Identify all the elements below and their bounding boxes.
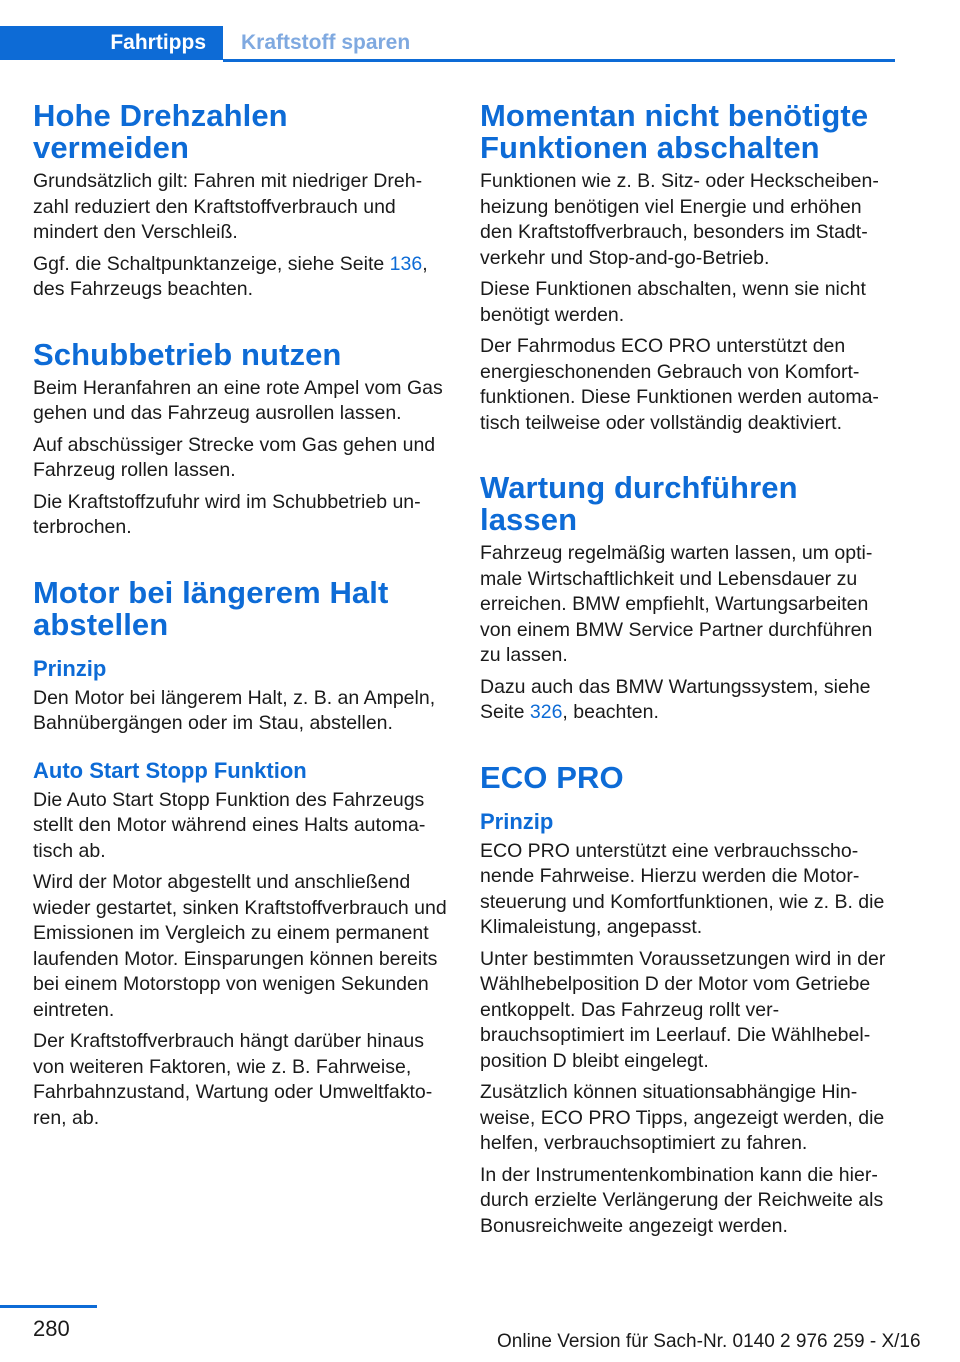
right-column xyxy=(480,100,898,1245)
section-wartung xyxy=(480,472,898,726)
section-title: Schubbetrieb nutzen xyxy=(33,336,342,372)
footer-note: Online Version für Sach-Nr. 0140 2 976 259 - X/16 xyxy=(497,1331,921,1352)
paragraph-with-page-link xyxy=(33,252,451,303)
page-header xyxy=(0,26,895,62)
text: , beachten. xyxy=(562,701,659,723)
footer-rule xyxy=(0,1305,97,1308)
paragraph-with-page-link xyxy=(480,675,898,726)
paragraph: Den Motor bei längerem Halt, z. B. an Ampeln, Bahnübergängen oder im Stau, abstellen. xyxy=(33,686,436,734)
section-schubbetrieb xyxy=(33,336,451,541)
section-title: Momentan nicht benötigte Funktionen abschalten xyxy=(480,98,869,165)
section-title: Wartung durchführen lassen xyxy=(480,470,798,537)
section-motor-abstellen xyxy=(33,574,451,1132)
paragraph: Funktionen wie z. B. Sitz- oder Heckscheibenheizung benötigen viel Energie und erhöhen den Kraftstoffverbrauch, besonders im Stadtverkehr und Stop-and-go-Betrieb. xyxy=(480,170,879,269)
paragraph: Auf abschüssiger Strecke vom Gas gehen und Fahrzeug rollen lassen. xyxy=(33,433,436,481)
subsection-title-prinzip: Prinzip xyxy=(33,655,107,681)
paragraph: Der Kraftstoffverbrauch hängt darüber hinaus von weiteren Faktoren, wie z. B. Fahrweise, Fahrbahnzustand, Wartung oder Umweltfaktoren, ab. xyxy=(33,1030,433,1129)
paragraph: Zusätzlich können situationsabhängige Hinweise, ECO PRO Tipps, angezeigt werden, die helfen, verbrauchsoptimiert zu fahren. xyxy=(480,1081,885,1154)
page-number: 280 xyxy=(33,1316,70,1341)
paragraph: Diese Funktionen abschalten, wenn sie nicht benötigt werden. xyxy=(480,278,866,326)
section-title: Motor bei längerem Halt abstellen xyxy=(33,574,389,642)
section-eco-pro xyxy=(480,759,898,1240)
section-title: ECO PRO xyxy=(480,759,624,795)
paragraph: Die Auto Start Stopp Funktion des Fahrzeugs stellt den Motor während eines Halts automatisch ab. xyxy=(33,788,426,862)
paragraph: In der Instrumentenkombination kann die hierdurch erzielte Verlängerung der Reichweite als Bonusreichweite angezeigt werden. xyxy=(480,1163,884,1237)
page-link-136[interactable]: 136 xyxy=(389,252,423,275)
paragraph: Die Kraftstoffzufuhr wird im Schubbetrieb unterbrochen. xyxy=(33,490,421,538)
text: , des Fahrzeugs beachten. xyxy=(33,252,428,300)
paragraph: ECO PRO unterstützt eine verbrauchsschonende Fahrweise. Hierzu werden die Motorsteuerung und Komfortfunktionen, wie z. B. die Klimaleistung, angepasst. xyxy=(480,839,885,938)
paragraph: Fahrzeug regelmäßig warten lassen, um optimale Wirtschaftlichkeit und Lebensdauer zu erreichen. BMW empfiehlt, Wartungsarbeiten von einem BMW Service Partner durchführen zu lassen. xyxy=(480,542,873,666)
section-hohe-drehzahlen xyxy=(33,100,451,303)
left-column xyxy=(33,100,451,1137)
text: Ggf. die Schaltpunktanzeige, siehe Seite xyxy=(33,252,390,275)
paragraph: Unter bestimmten Voraussetzungen wird in der Wählhebelposition D der Motor vom Getriebe entkoppelt. Das Fahrzeug rollt verbrauchsoptimiert im Leerlauf. Die Wählhebelposition D bleibt eingelegt. xyxy=(480,947,886,1072)
header-tab-fahrtipps[interactable]: Fahrtipps xyxy=(0,26,223,60)
header-tab-kraftstoff-sparen[interactable]: Kraftstoff sparen xyxy=(241,31,411,54)
header-rule xyxy=(223,59,895,62)
paragraph: Wird der Motor abgestellt und anschließend wieder gestartet, sinken Kraftstoffverbrauch und Emissionen im Vergleich zu einem permanent laufenden Motor. Einsparungen können bereits bei einem Motorstopp von wenigen Sekunden eintreten. xyxy=(33,871,447,1021)
section-title: Hohe Drehzahlen vermeiden xyxy=(33,98,288,165)
page-link-326[interactable]: 326 xyxy=(529,701,563,723)
subsection-title-auto-start-stopp: Auto Start Stopp Funktion xyxy=(33,757,307,783)
paragraph: Der Fahrmodus ECO PRO unterstützt den energieschonenden Gebrauch von Komfortfunktionen. Diese Funktionen werden automatisch teilweise oder vollständig deaktiviert. xyxy=(480,335,879,434)
subsection-title-prinzip: Prinzip xyxy=(480,808,554,834)
text: Dazu auch das BMW Wartungssystem, siehe Seite xyxy=(480,675,871,723)
section-funktionen-abschalten xyxy=(480,100,898,436)
paragraph: Grundsätzlich gilt: Fahren mit niedriger Drehzahl reduziert den Kraftstoffverbrauch und mindert den Verschleiß. xyxy=(33,170,423,243)
paragraph: Beim Heranfahren an eine rote Ampel vom Gas gehen und das Fahrzeug ausrollen lassen. xyxy=(33,376,443,424)
